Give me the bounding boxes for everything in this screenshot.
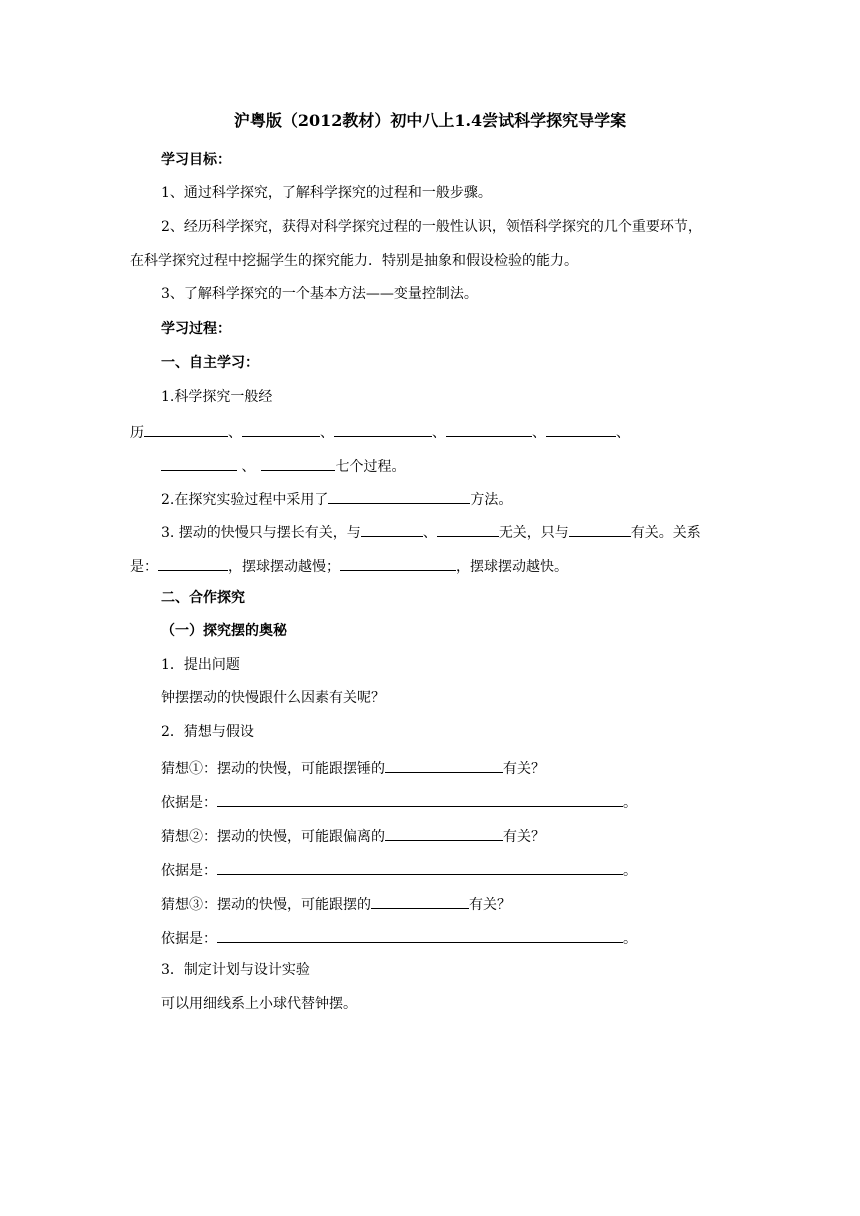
question-3-slow: ，摆球摆动越慢； xyxy=(228,559,340,575)
question-1-blanks-row-1 xyxy=(130,421,630,442)
question-2-start: 2.在探究实验过程中采用了 xyxy=(161,492,329,508)
separator: 、 xyxy=(532,425,546,441)
step-3: 3．制定计划与设计实验 xyxy=(161,962,310,978)
step-2: 2．猜想与假设 xyxy=(161,724,254,740)
separator: 、 xyxy=(237,459,256,475)
basis-3 xyxy=(161,927,637,948)
answer-blank[interactable] xyxy=(161,455,237,471)
basis-label: 依据是： xyxy=(161,795,217,811)
separator: 、 xyxy=(616,425,630,441)
answer-blank[interactable] xyxy=(371,893,469,909)
answer-blank[interactable] xyxy=(242,421,320,437)
experiment-plan: 可以用细线系上小球代替钟摆。 xyxy=(161,996,357,1012)
answer-blank[interactable] xyxy=(261,455,335,471)
period: 。 xyxy=(623,931,637,947)
question-2-end: 方法。 xyxy=(470,492,513,508)
answer-blank[interactable] xyxy=(158,555,228,571)
question-1-prefix: 历 xyxy=(130,425,144,441)
question-1-end: 七个过程。 xyxy=(335,459,406,475)
answer-blank[interactable] xyxy=(546,421,616,437)
separator: 、 xyxy=(320,425,334,441)
separator: 、 xyxy=(432,425,446,441)
question-1-start: 1.科学探究一般经 xyxy=(161,389,273,405)
question-3-end: 有关。关系 xyxy=(630,525,701,541)
guess-2 xyxy=(161,825,545,846)
guess-3 xyxy=(161,893,511,914)
answer-blank[interactable] xyxy=(217,791,623,807)
goal-item-2-line-1: 2、经历科学探究，获得对科学探究过程的一般性认识，领悟科学探究的几个重要环节， xyxy=(161,219,702,235)
basis-2 xyxy=(161,859,637,880)
separator: 、 xyxy=(228,425,242,441)
question-3-start: 3. 摆动的快慢只与摆长有关，与 xyxy=(161,525,361,541)
period: 。 xyxy=(623,863,637,879)
guess-3-end: 有关？ xyxy=(469,897,511,913)
guess-3-text: 猜想③：摆动的快慢，可能跟摆的 xyxy=(161,897,371,913)
question-1-blanks-row-2 xyxy=(161,455,405,476)
cooperative-heading: 二、合作探究 xyxy=(161,590,245,606)
question-3-line-1 xyxy=(161,521,701,542)
answer-blank[interactable] xyxy=(385,825,503,841)
answer-blank[interactable] xyxy=(437,521,499,537)
goal-item-3: 3、了解科学探究的一个基本方法——变量控制法。 xyxy=(161,286,478,302)
answer-blank[interactable] xyxy=(385,757,503,773)
answer-blank[interactable] xyxy=(569,521,631,537)
question-3-fast: ，摆球摆动越快。 xyxy=(456,559,568,575)
document-title: 沪粤版（2012教材）初中八上1.4尝试科学探究导学案 xyxy=(233,111,627,130)
question-3-mid: 无关，只与 xyxy=(498,525,569,541)
answer-blank[interactable] xyxy=(361,521,423,537)
question-2 xyxy=(161,488,512,509)
goal-item-1: 1、通过科学探究，了解科学探究的过程和一般步骤。 xyxy=(161,185,492,201)
pendulum-sub-heading: （一）探究摆的奥秘 xyxy=(161,623,287,639)
basis-label: 依据是： xyxy=(161,931,217,947)
answer-blank[interactable] xyxy=(144,421,228,437)
basis-1 xyxy=(161,791,637,812)
answer-blank[interactable] xyxy=(217,927,623,943)
question-3-relation: 是： xyxy=(130,559,158,575)
goals-heading: 学习目标： xyxy=(161,152,231,168)
self-study-heading: 一、自主学习： xyxy=(161,355,259,371)
answer-blank[interactable] xyxy=(446,421,532,437)
guess-1-text: 猜想①：摆动的快慢，可能跟摆锤的 xyxy=(161,761,385,777)
guess-1-end: 有关？ xyxy=(503,761,545,777)
answer-blank[interactable] xyxy=(217,859,623,875)
process-heading: 学习过程： xyxy=(161,321,231,337)
goal-item-2-line-2: 在科学探究过程中挖掘学生的探究能力．特别是抽象和假设检验的能力。 xyxy=(130,253,578,269)
step-1: 1．提出问题 xyxy=(161,657,240,673)
pendulum-question: 钟摆摆动的快慢跟什么因素有关呢？ xyxy=(161,690,385,706)
question-3-line-2 xyxy=(130,555,568,576)
answer-blank[interactable] xyxy=(334,421,432,437)
separator: 、 xyxy=(422,525,437,541)
answer-blank[interactable] xyxy=(328,488,470,504)
period: 。 xyxy=(623,795,637,811)
guess-2-text: 猜想②：摆动的快慢，可能跟偏离的 xyxy=(161,829,385,845)
guess-1 xyxy=(161,757,545,778)
basis-label: 依据是： xyxy=(161,863,217,879)
guess-2-end: 有关？ xyxy=(503,829,545,845)
answer-blank[interactable] xyxy=(340,555,456,571)
